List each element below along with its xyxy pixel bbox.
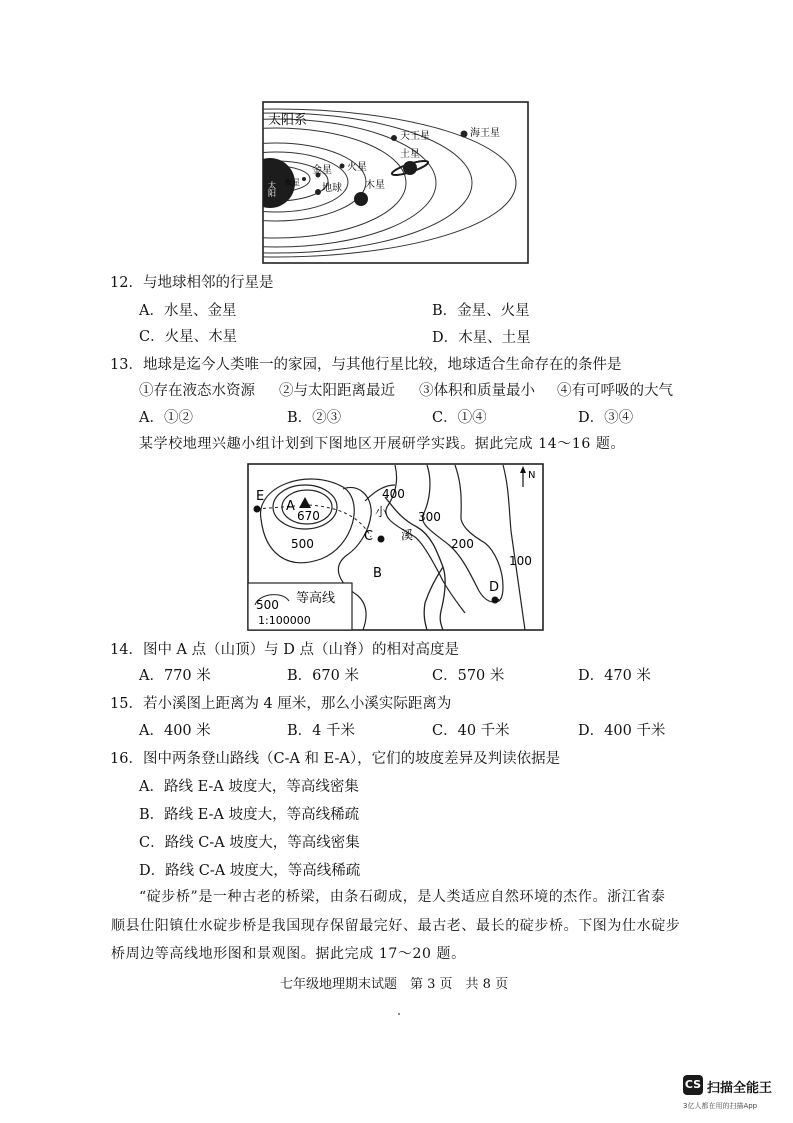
point-e-dot bbox=[254, 506, 261, 513]
q16-option-d[interactable]: D．路线 C-A 坡度大，等高线稀疏 bbox=[139, 863, 361, 879]
legend-value: 500 bbox=[256, 598, 279, 612]
q15-option-a[interactable]: A．400 米 bbox=[139, 723, 211, 739]
label-a: A bbox=[286, 499, 295, 514]
earth-label: 地球 bbox=[322, 183, 342, 194]
point-d-dot bbox=[492, 597, 499, 604]
q14-option-a[interactable]: A．770 米 bbox=[139, 668, 211, 684]
legend-label: 等高线 bbox=[296, 591, 336, 606]
label-e: E bbox=[256, 489, 265, 504]
venus-label: 金星 bbox=[312, 165, 332, 176]
saturn-label: 土星 bbox=[400, 149, 420, 160]
q13-option-a[interactable]: A．①② bbox=[139, 410, 193, 426]
sun-label: 太阳 bbox=[267, 181, 277, 197]
mercury-dot bbox=[302, 177, 306, 181]
label-400: 400 bbox=[382, 487, 405, 501]
q15-option-c[interactable]: C．40 千米 bbox=[432, 723, 510, 739]
q15-stem: 15．若小溪图上距离为 4 厘米，那么小溪实际距离为 bbox=[110, 696, 452, 712]
earth-dot bbox=[315, 189, 321, 195]
mars-dot bbox=[340, 164, 345, 169]
mars-label: 火星 bbox=[347, 162, 367, 173]
label-670: 670 bbox=[297, 509, 320, 523]
uranus-label: 天王星 bbox=[400, 131, 430, 142]
center-dot bbox=[398, 1013, 400, 1015]
jupiter-label: 木星 bbox=[365, 180, 385, 191]
q13-option-d[interactable]: D．③④ bbox=[578, 410, 634, 426]
q13-condition-4: ④有可呼吸的大气 bbox=[557, 383, 673, 399]
q16-option-c[interactable]: C．路线 C-A 坡度大，等高线密集 bbox=[139, 835, 360, 851]
mercury-label: 水星 bbox=[284, 178, 300, 187]
uranus-dot bbox=[391, 135, 397, 141]
q13-stem: 13．地球是迄今人类唯一的家园，与其他行星比较，地球适合生命存在的条件是 bbox=[110, 357, 622, 373]
q12-option-d[interactable]: D．木星、土星 bbox=[432, 330, 531, 346]
intro-17-20-line-3: 桥周边等高线地形图和景观图。据此完成 17～20 题。 bbox=[111, 946, 466, 962]
solar-system-figure bbox=[262, 101, 529, 264]
scanner-app-name: 扫描全能王 bbox=[707, 1081, 773, 1096]
q12-option-b[interactable]: B．金星、火星 bbox=[432, 303, 530, 319]
q13-option-b[interactable]: B．②③ bbox=[287, 410, 342, 426]
intro-17-20-line-2: 顺县仕阳镇仕水碇步桥是我国现存保留最完好、最古老、最长的碇步桥。下图为仕水碇步 bbox=[111, 918, 681, 934]
contour-map-figure bbox=[247, 463, 544, 631]
intro-17-20-line-1: “碇步桥”是一种古老的桥梁，由条石砌成，是人类适应自然环境的杰作。浙江省泰 bbox=[139, 889, 666, 905]
q13-condition-3: ③体积和质量最小 bbox=[419, 383, 535, 399]
q12-option-a[interactable]: A．水星、金星 bbox=[139, 303, 237, 319]
scanner-tagline: 3亿人都在用的扫描App bbox=[683, 1102, 758, 1110]
label-b: B bbox=[373, 566, 382, 581]
label-stream-1: 小 bbox=[375, 505, 388, 519]
q13-condition-1: ①存在液态水资源 bbox=[139, 383, 255, 399]
q13-option-c[interactable]: C．①④ bbox=[432, 410, 487, 426]
q14-option-c[interactable]: C．570 米 bbox=[432, 668, 505, 684]
scale-label: 1:100000 bbox=[258, 614, 311, 627]
page-footer: 七年级地理期末试题 第 3 页 共 8 页 bbox=[280, 977, 509, 992]
q16-option-a[interactable]: A．路线 E-A 坡度大，等高线密集 bbox=[139, 779, 359, 795]
neptune-dot bbox=[461, 131, 468, 138]
scanner-logo-icon: CS bbox=[683, 1075, 703, 1095]
q16-option-b[interactable]: B．路线 E-A 坡度大，等高线稀疏 bbox=[139, 807, 360, 823]
q12-option-c[interactable]: C．火星、木星 bbox=[139, 329, 238, 345]
label-100: 100 bbox=[509, 554, 532, 568]
q12-stem: 12．与地球相邻的行星是 bbox=[110, 275, 274, 291]
north-label: N bbox=[528, 470, 536, 481]
label-500: 500 bbox=[291, 537, 314, 551]
jupiter-dot bbox=[354, 192, 368, 206]
q13-condition-2: ②与太阳距离最近 bbox=[279, 383, 395, 399]
label-d: D bbox=[489, 580, 500, 595]
q14-option-b[interactable]: B．670 米 bbox=[287, 668, 359, 684]
label-300: 300 bbox=[418, 510, 441, 524]
neptune-label: 海王星 bbox=[470, 128, 500, 139]
q15-option-d[interactable]: D．400 千米 bbox=[578, 723, 666, 739]
label-c: C bbox=[364, 529, 374, 544]
point-c-dot bbox=[378, 536, 385, 543]
solar-title: 太阳系 bbox=[268, 113, 308, 128]
q15-option-b[interactable]: B．4 千米 bbox=[287, 723, 355, 739]
label-200: 200 bbox=[451, 537, 474, 551]
q14-option-d[interactable]: D．470 米 bbox=[578, 668, 651, 684]
label-stream-2: 溪 bbox=[401, 528, 414, 542]
intro-14-16: 某学校地理兴趣小组计划到下图地区开展研学实践。据此完成 14～16 题。 bbox=[139, 436, 626, 452]
q14-stem: 14．图中 A 点（山顶）与 D 点（山脊）的相对高度是 bbox=[110, 642, 459, 658]
q16-stem: 16．图中两条登山路线（C-A 和 E-A），它们的坡度差异及判读依据是 bbox=[110, 751, 561, 767]
